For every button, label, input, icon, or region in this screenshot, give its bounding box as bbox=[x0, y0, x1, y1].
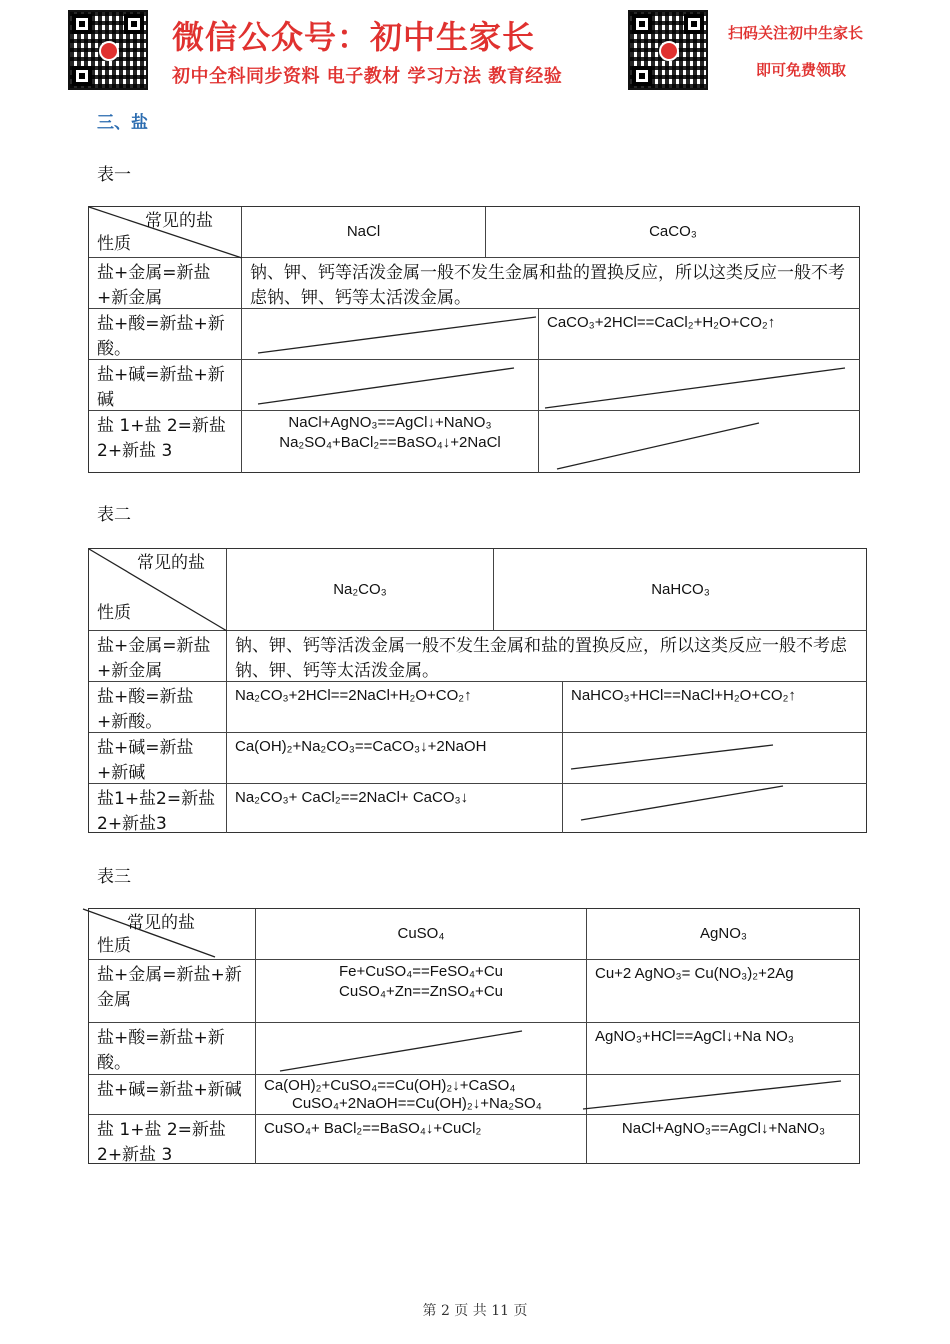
diag-bottom-label: 性质 bbox=[97, 234, 131, 253]
equation-cell: Fe+CuSO₄==FeSO₄+Cu CuSO₄+Zn==ZnSO₄+Cu bbox=[256, 960, 587, 1023]
row-header: 盐+碱=新盐+新碱 bbox=[89, 1075, 256, 1115]
struck-out-cell bbox=[242, 309, 539, 360]
equation-cell: Cu+2 AgNO₃= Cu(NO₃)₂+2Ag bbox=[587, 960, 860, 1023]
row-header: 盐 1+盐 2=新盐 2+新盐 3 bbox=[89, 411, 242, 473]
free-hint: 即可免费领取 bbox=[756, 61, 847, 79]
struck-out-cell bbox=[539, 411, 860, 473]
section-title: 三、盐 bbox=[97, 113, 148, 133]
column-header: Na₂CO₃ bbox=[227, 549, 494, 631]
diag-top-label: 常见的盐 bbox=[127, 913, 195, 932]
equation-cell: NaHCO₃+HCl==NaCl+H₂O+CO₂↑ bbox=[563, 682, 867, 733]
equation-cell: CaCO₃+2HCl==CaCl₂+H₂O+CO₂↑ bbox=[539, 309, 860, 360]
table-label: 表二 bbox=[97, 505, 131, 525]
struck-out-cell bbox=[563, 784, 867, 833]
row-header: 盐+金属=新盐+新金属 bbox=[89, 631, 227, 682]
qr-code-right bbox=[628, 10, 708, 90]
merged-cell: 钠、钾、钙等活泼金属一般不发生金属和盐的置换反应，所以这类反应一般不考虑钠、钾、钙等太活泼金属。 bbox=[242, 258, 860, 309]
column-header: AgNO₃ bbox=[587, 909, 860, 960]
brand-subtitle: 初中全科同步资料 电子教材 学习方法 教育经验 bbox=[172, 66, 563, 87]
qr-code-left bbox=[68, 10, 148, 90]
column-header: CaCO₃ bbox=[486, 207, 860, 258]
diag-top-label: 常见的盐 bbox=[137, 553, 205, 572]
equation-cell: Ca(OH)₂+CuSO₄==Cu(OH)₂↓+CaSO₄ CuSO₄+2NaOH==Cu(OH)₂↓+Na₂SO₄ bbox=[256, 1075, 587, 1115]
diagonal-header-cell bbox=[89, 909, 256, 960]
row-header: 盐 1+盐 2=新盐 2+新盐 3 bbox=[89, 1115, 256, 1164]
scan-hint: 扫码关注初中生家长 bbox=[728, 24, 864, 42]
equation-cell: Na₂CO₃+ CaCl₂==2NaCl+ CaCO₃↓ bbox=[227, 784, 563, 833]
row-header: 盐+酸=新盐+新酸。 bbox=[89, 1023, 256, 1075]
salt-table-3 bbox=[88, 908, 860, 1164]
diag-top-label: 常见的盐 bbox=[145, 211, 213, 230]
struck-out-cell bbox=[563, 733, 867, 784]
row-header: 盐+金属=新盐+新金属 bbox=[89, 960, 256, 1023]
merged-cell: 钠、钾、钙等活泼金属一般不发生金属和盐的置换反应，所以这类反应一般不考虑钠、钾、钙等太活泼金属。 bbox=[227, 631, 867, 682]
table-label: 表三 bbox=[97, 867, 131, 887]
equation-cell: Na₂CO₃+2HCl==2NaCl+H₂O+CO₂↑ bbox=[227, 682, 563, 733]
salt-table-1 bbox=[88, 206, 860, 473]
struck-out-cell bbox=[242, 360, 539, 411]
equation-cell: AgNO₃+HCl==AgCl↓+Na NO₃ bbox=[587, 1023, 860, 1075]
diag-bottom-label: 性质 bbox=[97, 603, 131, 622]
diagonal-header-cell bbox=[89, 549, 227, 631]
row-header: 盐+金属=新盐+新金属 bbox=[89, 258, 242, 309]
equation-cell: NaCl+AgNO₃==AgCl↓+NaNO₃ bbox=[621, 1120, 826, 1137]
column-header: NaCl bbox=[242, 207, 486, 258]
struck-out-cell bbox=[587, 1075, 860, 1115]
table-label: 表一 bbox=[97, 165, 131, 185]
diagonal-header-cell bbox=[89, 207, 242, 258]
row-header: 盐1+盐2=新盐2+新盐3 bbox=[89, 784, 227, 833]
equation-cell: CuSO₄+ BaCl₂==BaSO₄↓+CuCl₂ bbox=[256, 1115, 587, 1164]
equation-cell: NaCl+AgNO₃==AgCl↓+NaNO₃ Na₂SO₄+BaCl₂==BaSO₄↓+2NaCl bbox=[242, 411, 539, 473]
struck-out-cell bbox=[256, 1023, 587, 1075]
row-header: 盐+酸=新盐+新酸。 bbox=[89, 682, 227, 733]
page-number: 第 2 页 共 11 页 bbox=[422, 1303, 528, 1319]
salt-table-2 bbox=[88, 548, 867, 833]
row-header: 盐+碱=新盐+新碱 bbox=[89, 733, 227, 784]
struck-out-cell bbox=[539, 360, 860, 411]
equation-cell: Ca(OH)₂+Na₂CO₃==CaCO₃↓+2NaOH bbox=[227, 733, 563, 784]
row-header: 盐+碱=新盐+新碱 bbox=[89, 360, 242, 411]
column-header: CuSO₄ bbox=[256, 909, 587, 960]
column-header: NaHCO₃ bbox=[494, 549, 867, 631]
row-header: 盐+酸=新盐+新酸。 bbox=[89, 309, 242, 360]
brand-title: 微信公众号：初中生家长 bbox=[172, 18, 536, 56]
diag-bottom-label: 性质 bbox=[97, 936, 131, 955]
